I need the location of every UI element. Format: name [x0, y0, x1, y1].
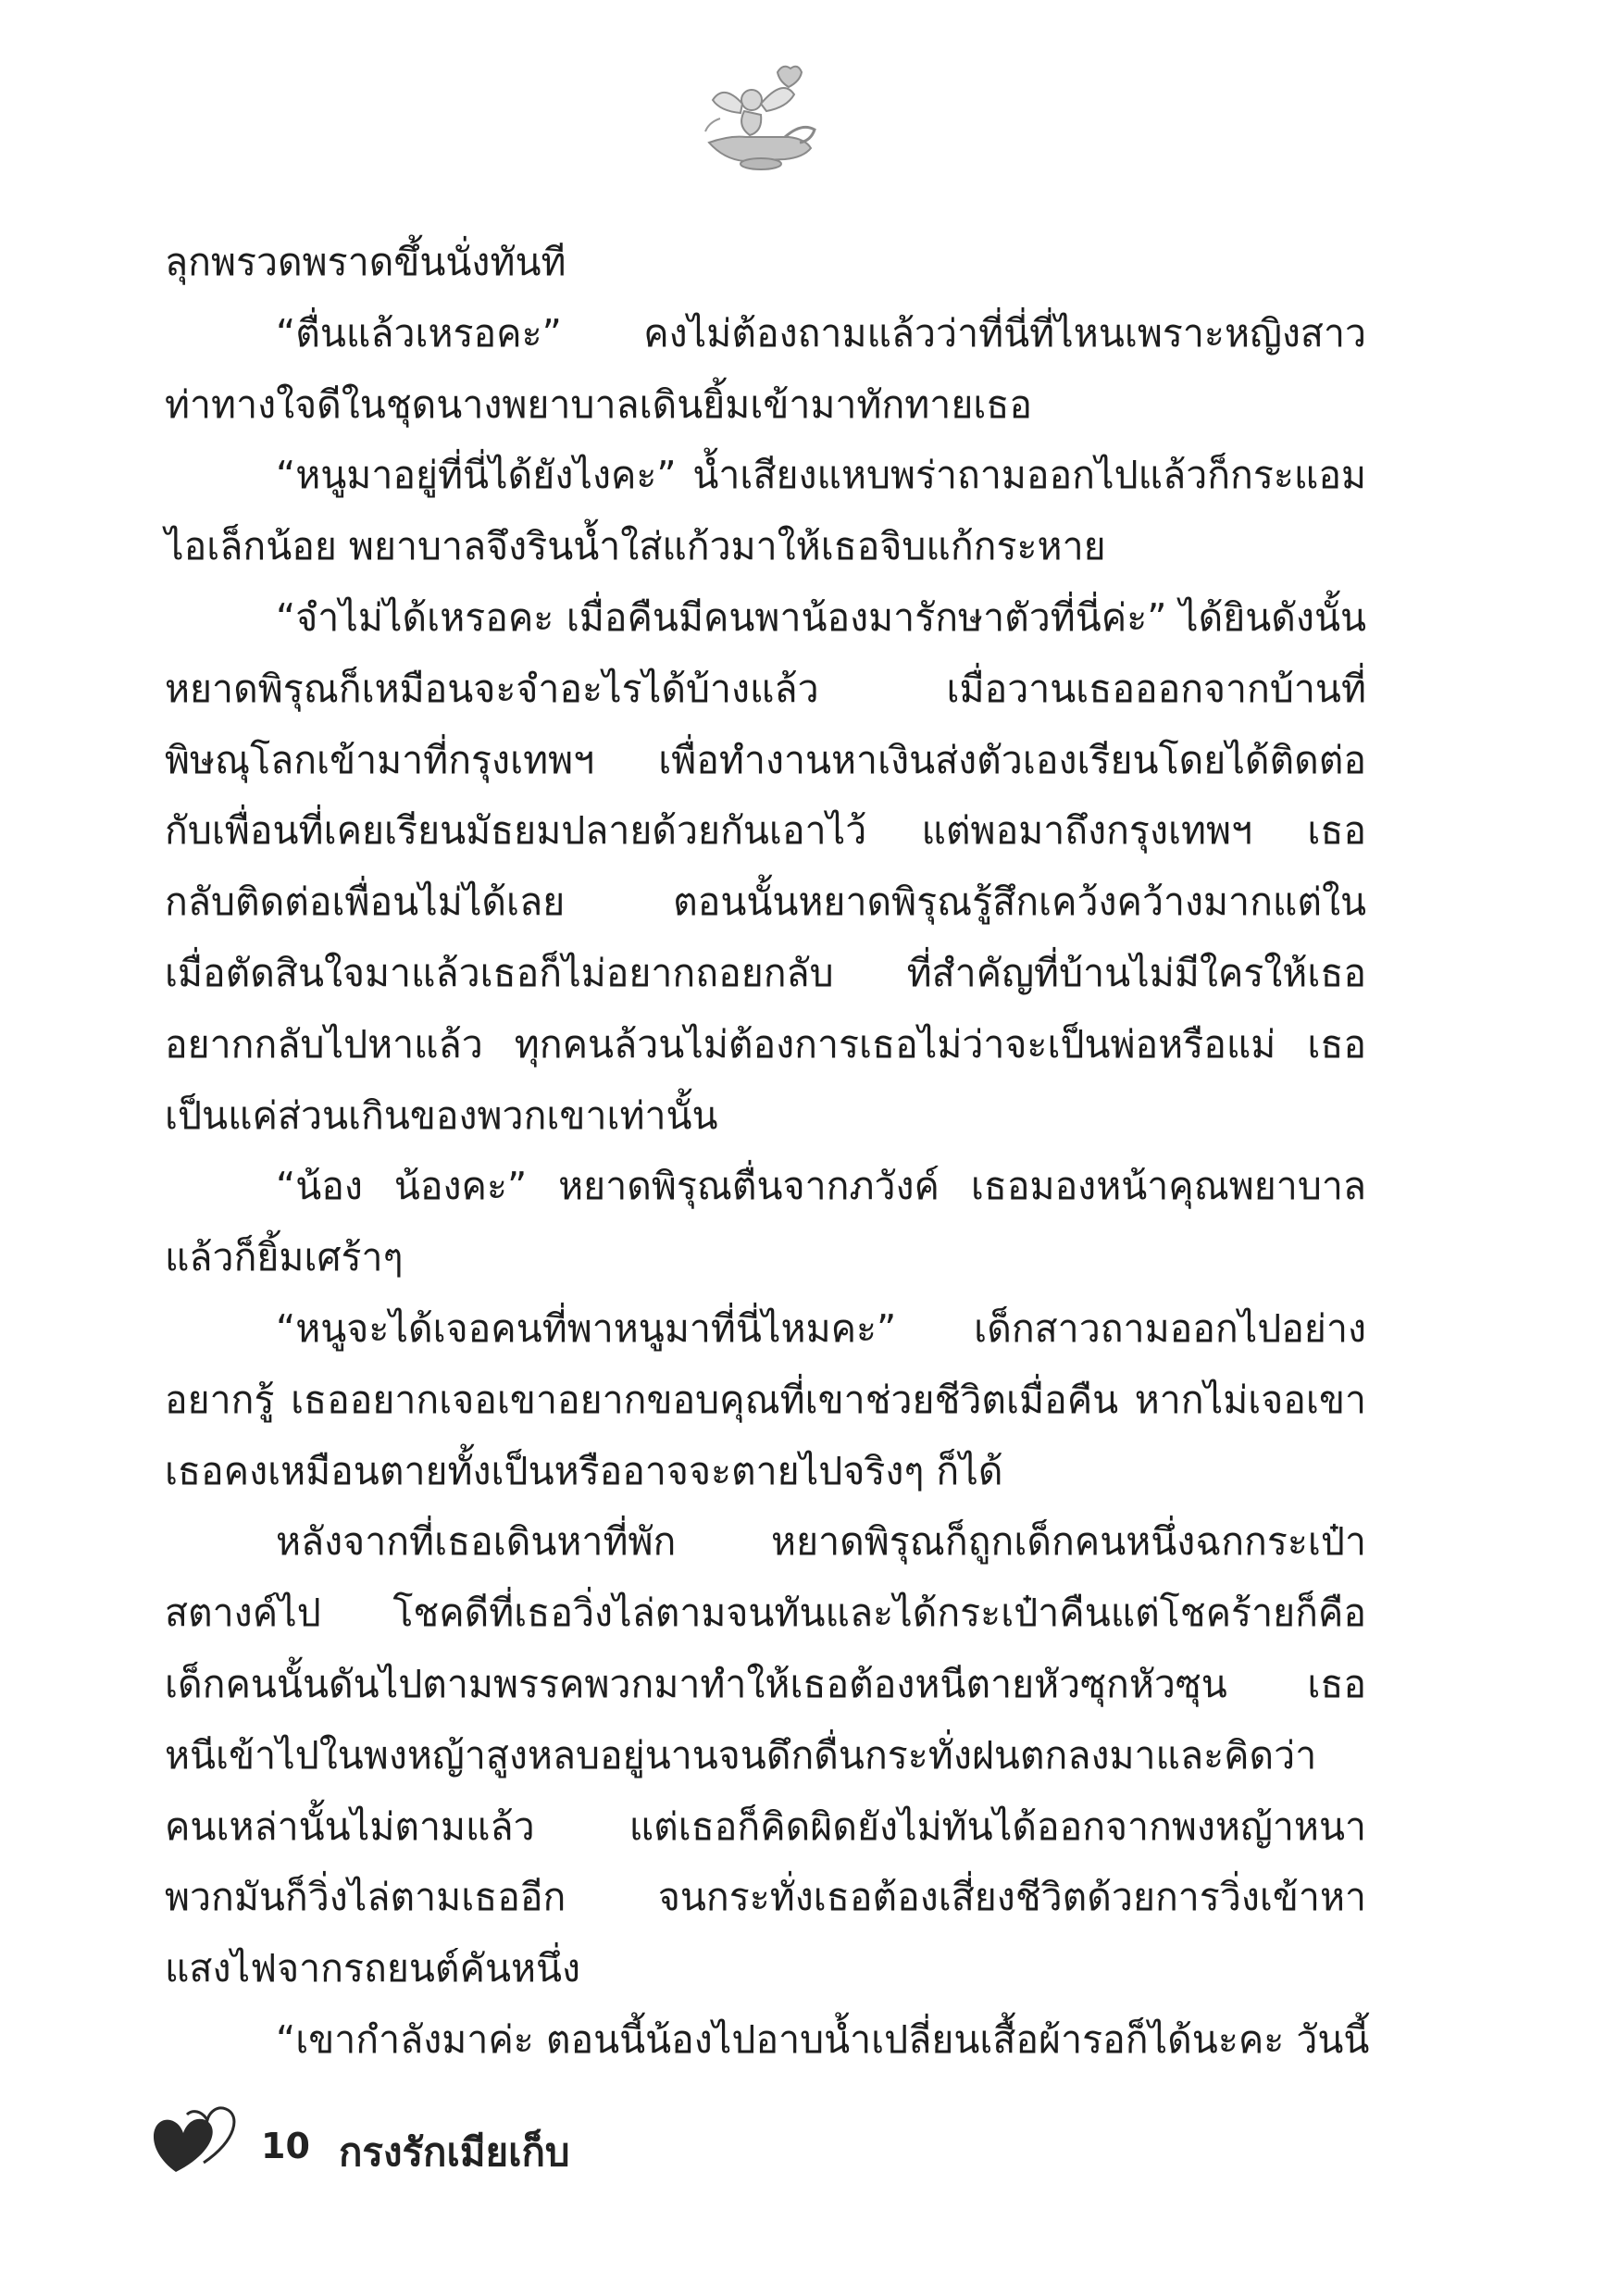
text-line: ลุกพรวดพราดขึ้นนั่งทันที — [165, 240, 566, 284]
text-line: “จำไม่ได้เหรอคะ เมื่อคืนมีคนพาน้องมารักษาตัวที่นี่ค่ะ” ได้ยินดังนั้น — [276, 594, 1366, 640]
book-title: กรงรักเมียเก็บ — [339, 2129, 570, 2175]
text-line: สตางค์ไป โชคดีที่เธอวิ่งไล่ตามจนทันและได้กระเป๋าคืนแต่โชคร้ายก็คือ — [165, 1591, 1366, 1636]
text-line: แสงไฟจากรถยนต์คันหนึ่ง — [165, 1946, 581, 1991]
text-line: “น้อง น้องคะ” หยาดพิรุณตื่นจากภวังค์ เธอมองหน้าคุณพยาบาล — [276, 1164, 1366, 1209]
text-line: “หนูจะได้เจอคนที่พาหนูมาที่นี่ไหมคะ” เด็กสาวถามออกไปอย่าง — [276, 1305, 1366, 1351]
text-line: เธอคงเหมือนตายทั้งเป็นหรืออาจจะตายไปจริงๆ ก็ได้ — [165, 1448, 1003, 1493]
chapter-body-text — [165, 227, 1370, 2076]
text-line: หยาดพิรุณก็เหมือนจะจำอะไรได้บ้างแล้ว เมื่อวานเธอออกจากบ้านที่ — [165, 666, 1366, 711]
text-line: พิษณุโลกเข้ามาที่กรุงเทพฯ เพื่อทำงานหาเงินส่งตัวเองเรียนโดยได้ติดต่อ — [165, 737, 1366, 782]
text-line: “เขากำลังมาค่ะ ตอนนี้น้องไปอาบน้ำเปลี่ยนเสื้อผ้ารอก็ได้นะคะ วันนี้ — [276, 2016, 1370, 2062]
double-heart-icon — [148, 2100, 250, 2183]
text-line: ท่าทางใจดีในชุดนางพยาบาลเดินยิ้มเข้ามาทักทายเธอ — [165, 381, 1033, 427]
text-line: เป็นแค่ส่วนเกินของพวกเขาเท่านั้น — [165, 1092, 718, 1138]
page-footer — [148, 2100, 796, 2183]
text-line: หลังจากที่เธอเดินหาที่พัก หยาดพิรุณก็ถูกเด็กคนหนึ่งฉกกระเป๋า — [276, 1519, 1366, 1565]
text-line: หนีเข้าไปในพงหญ้าสูงหลบอยู่นานจนดึกดื่นกระทั่งฝนตกลงมาและคิดว่า — [165, 1732, 1317, 1778]
text-line: “ตื่นแล้วเหรอคะ” คงไม่ต้องถามแล้วว่าที่นี่ที่ไหนเพราะหญิงสาว — [276, 310, 1366, 356]
text-line: อยากกลับไปหาแล้ว ทุกคนล้วนไม่ต้องการเธอไม่ว่าจะเป็นพ่อหรือแม่ เธอ — [165, 1021, 1366, 1067]
text-line: อยากรู้ เธออยากเจอเขาอยากขอบคุณที่เขาช่วยชีวิตเมื่อคืน หากไม่เจอเขา — [165, 1377, 1366, 1422]
angel-lamp-ornament-icon — [692, 57, 822, 176]
page-number: 10 — [261, 2126, 310, 2166]
text-line: กลับติดต่อเพื่อนไม่ได้เลย ตอนนั้นหยาดพิรุณรู้สึกเคว้งคว้างมากแต่ใน — [165, 880, 1366, 925]
text-line: พวกมันก็วิ่งไล่ตามเธออีก จนกระทั่งเธอต้องเสี่ยงชีวิตด้วยการวิ่งเข้าหา — [165, 1875, 1366, 1920]
text-line: เมื่อตัดสินใจมาแล้วเธอก็ไม่อยากถอยกลับ ที่สำคัญที่บ้านไม่มีใครให้เธอ — [165, 950, 1366, 995]
text-line: กับเพื่อนที่เคยเรียนมัธยมปลายด้วยกันเอาไว้ แต่พอมาถึงกรุงเทพฯ เธอ — [165, 808, 1366, 854]
text-line: แล้วก็ยิ้มเศร้าๆ — [165, 1235, 404, 1280]
text-line: เด็กคนนั้นดันไปตามพรรคพวกมาทำให้เธอต้องหนีตายหัวซุกหัวซุน เธอ — [165, 1661, 1366, 1706]
text-line: คนเหล่านั้นไม่ตามแล้ว แต่เธอก็คิดผิดยังไม่ทันได้ออกจากพงหญ้าหนา — [165, 1803, 1366, 1849]
text-line: “หนูมาอยู่ที่นี่ได้ยังไงคะ” น้ำเสียงแหบพร่าถามออกไปแล้วก็กระแอม — [276, 453, 1366, 498]
text-line: ไอเล็กน้อย พยาบาลจึงรินน้ำใส่แก้วมาให้เธอจิบแก้กระหาย — [165, 524, 1106, 569]
